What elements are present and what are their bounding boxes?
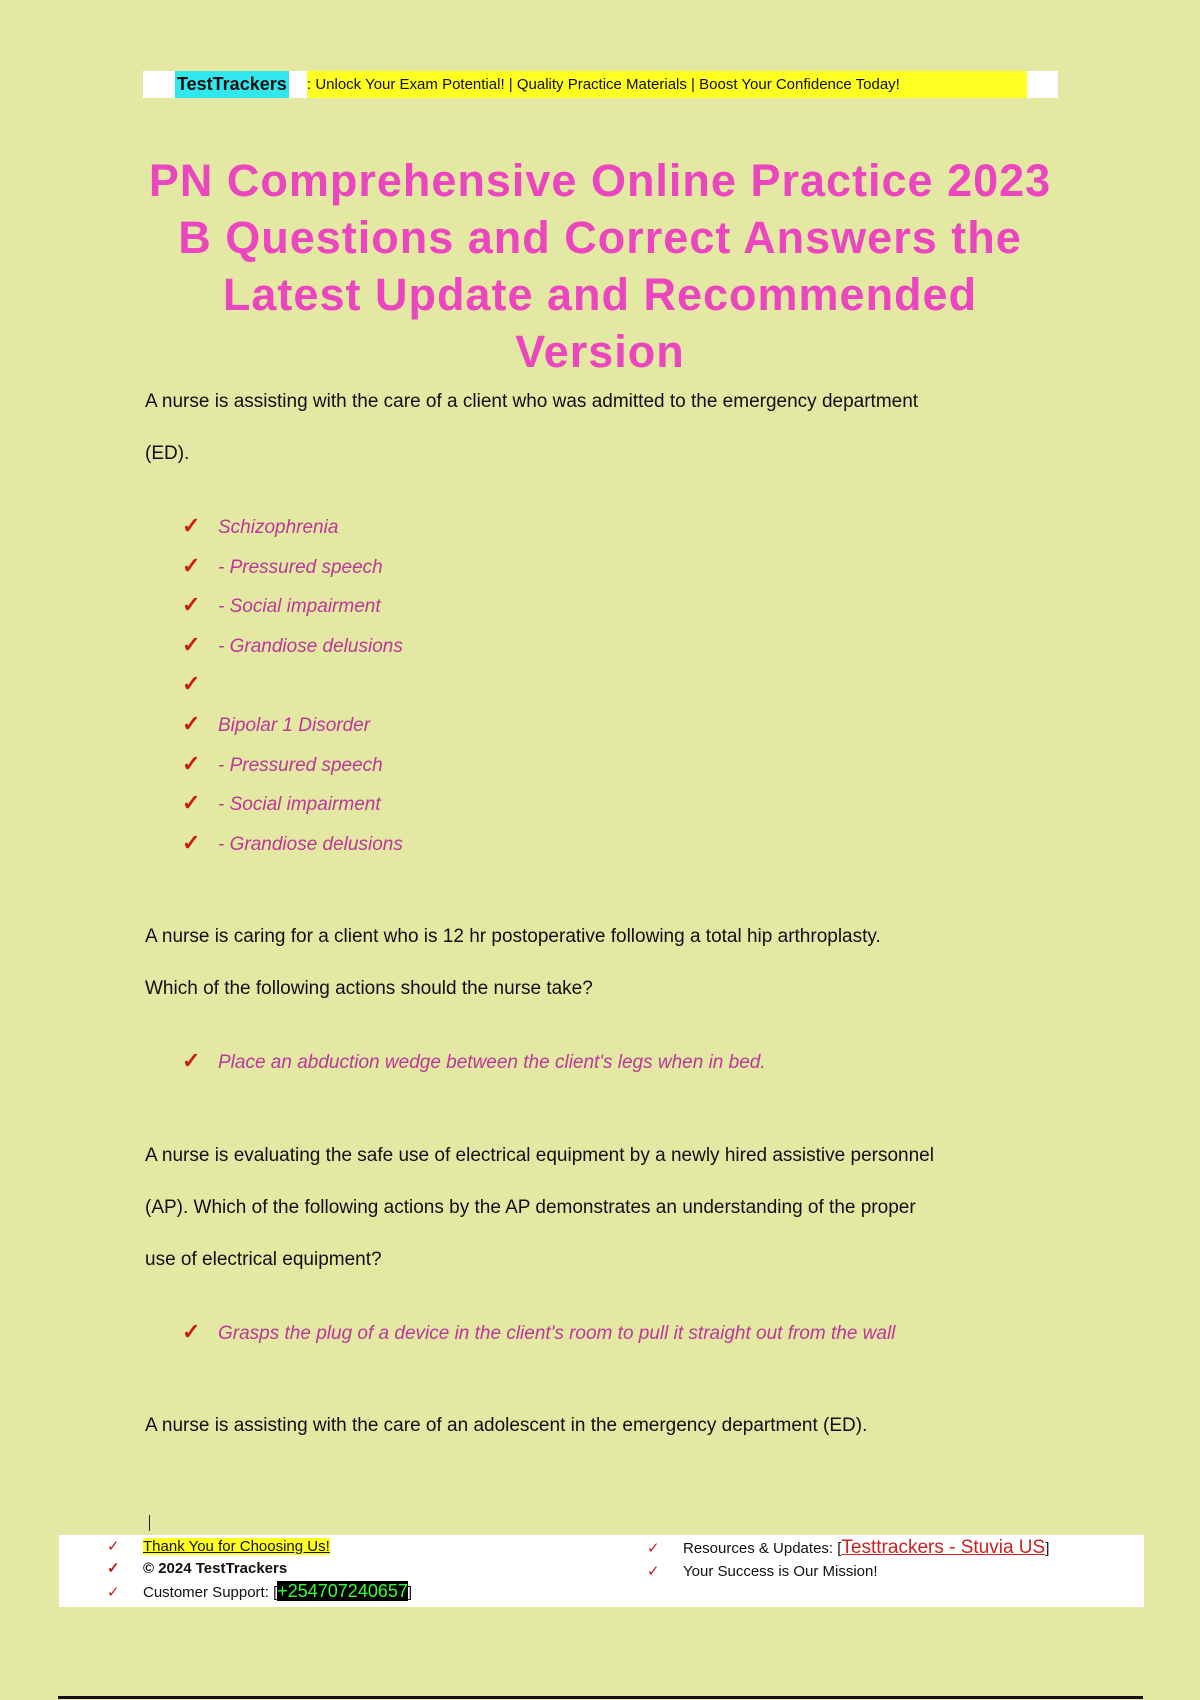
answer-text: - Pressured speech bbox=[218, 556, 383, 578]
answer-text: Bipolar 1 Disorder bbox=[218, 715, 371, 736]
text-cursor bbox=[149, 1515, 150, 1531]
check-icon: ✓ bbox=[182, 1319, 201, 1344]
resources-link[interactable]: Testtrackers - Stuvia US bbox=[841, 1537, 1046, 1558]
question-3-line-1: A nurse is evaluating the safe use of electrical equipment by a newly hired assistive personnel bbox=[145, 1145, 934, 1166]
answer-text: Grasps the plug of a device in the client's room to pull it straight out from the wall bbox=[218, 1323, 896, 1344]
answer-1-item bbox=[182, 711, 370, 737]
check-icon: ✓ bbox=[182, 631, 201, 657]
question-2-line-1: A nurse is caring for a client who is 12 hr postoperative following a total hip arthroplasty. bbox=[145, 926, 881, 947]
check-icon: ✓ bbox=[647, 1540, 660, 1557]
brand-name: TestTrackers bbox=[175, 71, 289, 98]
check-icon: ✓ bbox=[182, 1048, 201, 1073]
answer-1-item bbox=[182, 513, 338, 539]
question-4-line-1: A nurse is assisting with the care of an adolescent in the emergency department (ED). bbox=[145, 1415, 868, 1436]
answer-1-item bbox=[182, 790, 381, 816]
answer-text: Schizophrenia bbox=[218, 517, 339, 538]
answer-1-item bbox=[182, 830, 403, 856]
answer-1-item bbox=[182, 751, 383, 777]
question-3-line-3: use of electrical equipment? bbox=[145, 1249, 382, 1270]
resources-label: Resources & Updates: bbox=[683, 1540, 838, 1557]
check-icon: ✓ bbox=[182, 711, 201, 736]
answer-1-item bbox=[182, 671, 218, 697]
answer-3 bbox=[182, 1319, 895, 1345]
tagline: : Unlock Your Exam Potential! | Quality Practice Materials | Boost Your Confidence Today! bbox=[307, 71, 1027, 98]
footer: ✓ Thank You for Choosing Us! ✓ © 2024 TestTrackers ✓ Customer Support: [+254707240657] ✓ Resources & Updates: [Testtrackers - Stuvia US] ✓ Your Success is Our Mission! bbox=[59, 1535, 1144, 1607]
answer-1-item bbox=[182, 553, 383, 579]
answer-text: Place an abduction wedge between the client's legs when in bed. bbox=[218, 1052, 766, 1073]
answer-text: - Social impairment bbox=[218, 596, 381, 618]
answer-1-item bbox=[182, 632, 403, 658]
support-phone[interactable]: +254707240657 bbox=[277, 1581, 408, 1601]
answer-text: - Grandiose delusions bbox=[218, 833, 403, 855]
check-icon: ✓ bbox=[182, 750, 201, 776]
check-icon: ✓ bbox=[107, 1538, 120, 1555]
check-icon: ✓ bbox=[107, 1560, 120, 1577]
question-2-line-2: Which of the following actions should the nurse take? bbox=[145, 978, 593, 999]
support-label: Customer Support: bbox=[143, 1584, 274, 1601]
check-icon: ✓ bbox=[182, 513, 201, 538]
answer-text: - Pressured speech bbox=[218, 754, 383, 776]
question-1-line-1: A nurse is assisting with the care of a client who was admitted to the emergency department bbox=[145, 391, 919, 412]
check-icon: ✓ bbox=[182, 552, 201, 578]
page-bottom-rule bbox=[58, 1696, 1143, 1699]
check-icon: ✓ bbox=[182, 829, 201, 855]
check-icon: ✓ bbox=[107, 1584, 120, 1601]
header-banner bbox=[143, 71, 1058, 98]
answer-text: - Grandiose delusions bbox=[218, 635, 403, 657]
answer-2 bbox=[182, 1048, 766, 1074]
check-icon: ✓ bbox=[182, 790, 201, 816]
mission-text: Your Success is Our Mission! bbox=[683, 1563, 878, 1580]
copyright: © 2024 TestTrackers bbox=[143, 1560, 288, 1577]
answer-text: - Social impairment bbox=[218, 794, 381, 816]
page-title: PN Comprehensive Online Practice 2023 B Questions and Correct Answers the Latest Update and Recommended Version bbox=[148, 155, 1052, 377]
check-icon: ✓ bbox=[182, 592, 201, 618]
thanks-text: Thank You for Choosing Us! bbox=[143, 1538, 330, 1555]
check-icon: ✓ bbox=[647, 1563, 660, 1580]
answer-1-item bbox=[182, 592, 381, 618]
question-1-line-2: (ED). bbox=[145, 443, 190, 464]
question-3-line-2: (AP). Which of the following actions by the AP demonstrates an understanding of the proper bbox=[145, 1197, 916, 1218]
check-icon: ✓ bbox=[182, 671, 201, 697]
